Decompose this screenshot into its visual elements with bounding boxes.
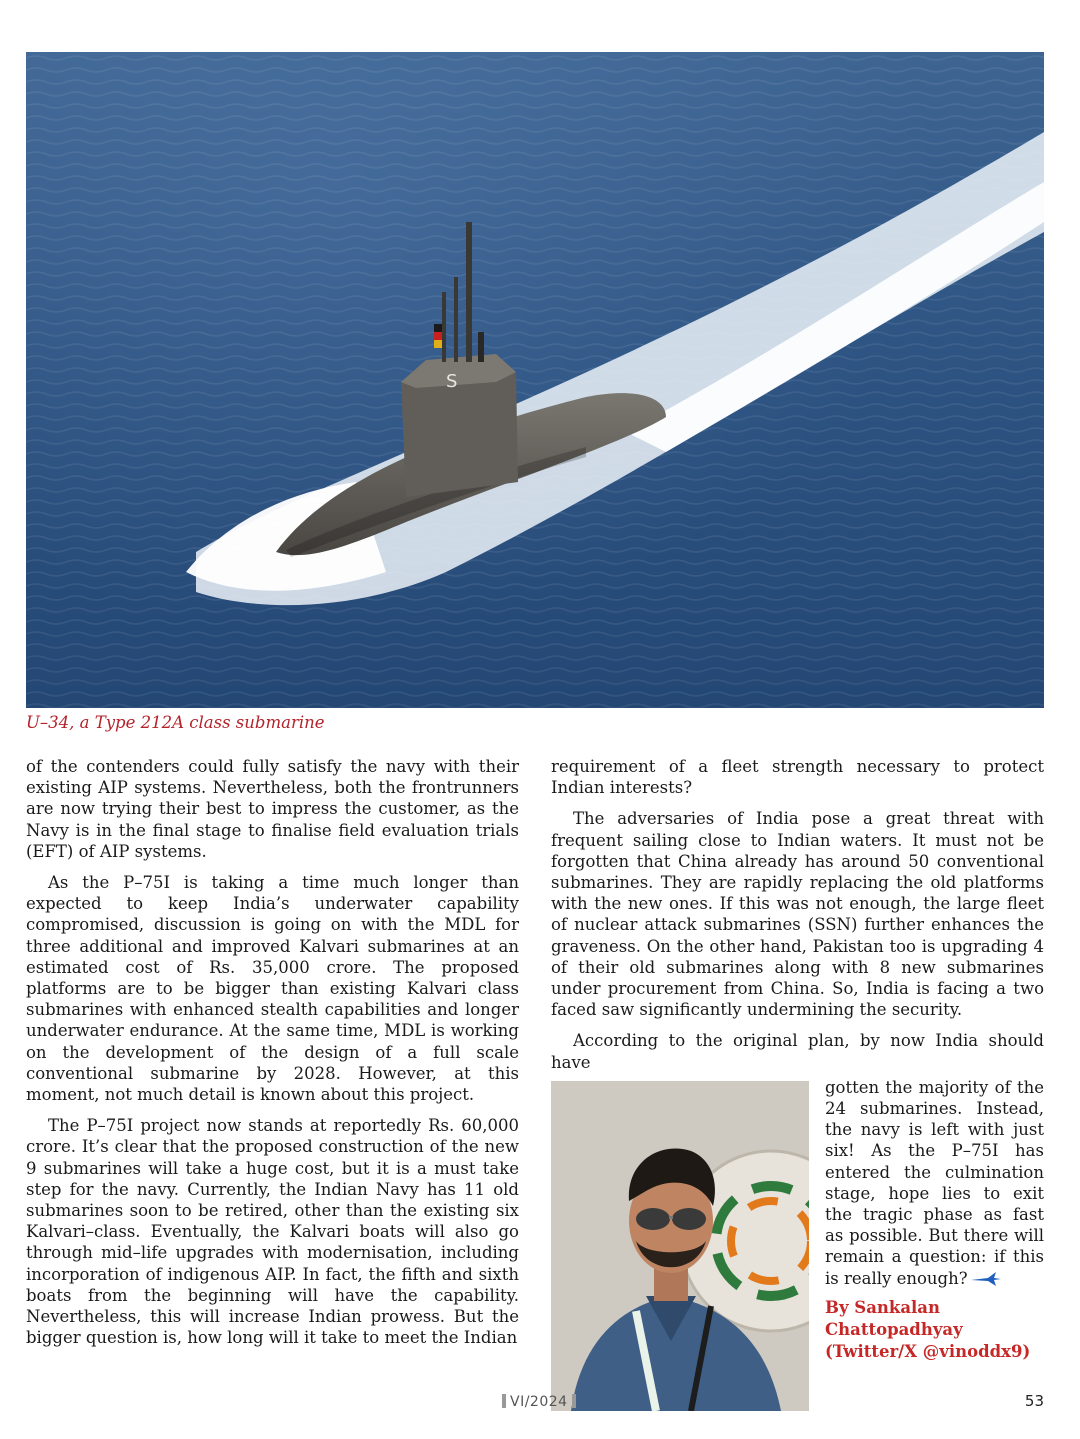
byline-name: By Sankalan (825, 1297, 940, 1317)
paragraph: of the contenders could fully satisfy the navy with their existing AIP systems. Nevertheless, both the frontrunners are now trying their best to impress the customer, as the Navy is in the final stage to finalise field evaluation trials (EFT) of AIP systems. (26, 757, 519, 861)
paragraph: requirement of a fleet strength necessary to protect Indian interests? (551, 757, 1044, 798)
right-column (551, 756, 1044, 1417)
paragraph: As the P–75I is taking a time much longer than expected to keep India’s underwater capability compromised, discussion is going on with the MDL for three additional and improved Kalvari submarines at an estimated cost of Rs. 35,000 crore. The proposed platforms are to be bigger than existing Kalvari class submarines with enhanced stealth capabilities and longer underwater endurance. At the same time, MDL is working on the development of the design of a full scale conventional submarine by 2028. However, at this moment, not much detail is known about this project. (26, 873, 519, 1105)
author-portrait (551, 1081, 809, 1411)
page-number: 53 (1024, 1392, 1044, 1410)
photo-caption: U–34, a Type 212A class submarine (26, 713, 325, 732)
paragraph-lead: According to the original plan, by now India should have (551, 1031, 1044, 1072)
svg-text:S: S (446, 371, 458, 392)
paragraph: The adversaries of India pose a great threat with frequent sailing close to Indian waters. It must not be forgotten that China already has around 50 conventional submarines. They are rapidly replacing the old platforms with the new ones. If this was not enough, the large fleet of nuclear attack submarines (SSN) further enhances the graveness. On the other hand, Pakistan too is upgrading 4 of their old submarines along with 8 new submarines under procurement from China. So, India is facing a two faced saw significantly undermining the security. (551, 809, 1044, 1020)
submarine-photo (26, 52, 1044, 708)
jet-icon (970, 1271, 1002, 1287)
left-column (26, 756, 519, 1358)
divider (502, 1394, 506, 1408)
issue-number: VI/2024 (510, 1394, 568, 1410)
issue-label (498, 1394, 580, 1410)
page-footer (0, 1394, 1080, 1418)
paragraph: The P–75I project now stands at reportedly Rs. 60,000 crore. It’s clear that the proposed construction of the new 9 submarines will take a huge cost, but it is a must take step for the navy. Currently, the Indian Navy has 11 old submarines soon to be retired, other than the existing six Kalvari–class. Eventually, the Kalvari boats will also go through mid–life upgrades with modernisation, including incorporation of indigenous AIP. In fact, the fifth and sixth boats from the beginning will have the capability. Nevertheless, this will increase Indian prowess. But the bigger question is, how long will it take to meet the Indian (26, 1116, 519, 1348)
byline-surname: Chattopadhyay (825, 1319, 963, 1339)
byline-handle: (Twitter/X @vinoddx9) (825, 1341, 1031, 1361)
paragraph: gotten the majority of the 24 submarines. Instead, the navy is left with just six! As the P–75I has entered the culmination stage, hope lies to exit the tragic phase as fast as possible. But there will remain a question: if this is really enough? (825, 1077, 1044, 1288)
divider (572, 1394, 576, 1408)
